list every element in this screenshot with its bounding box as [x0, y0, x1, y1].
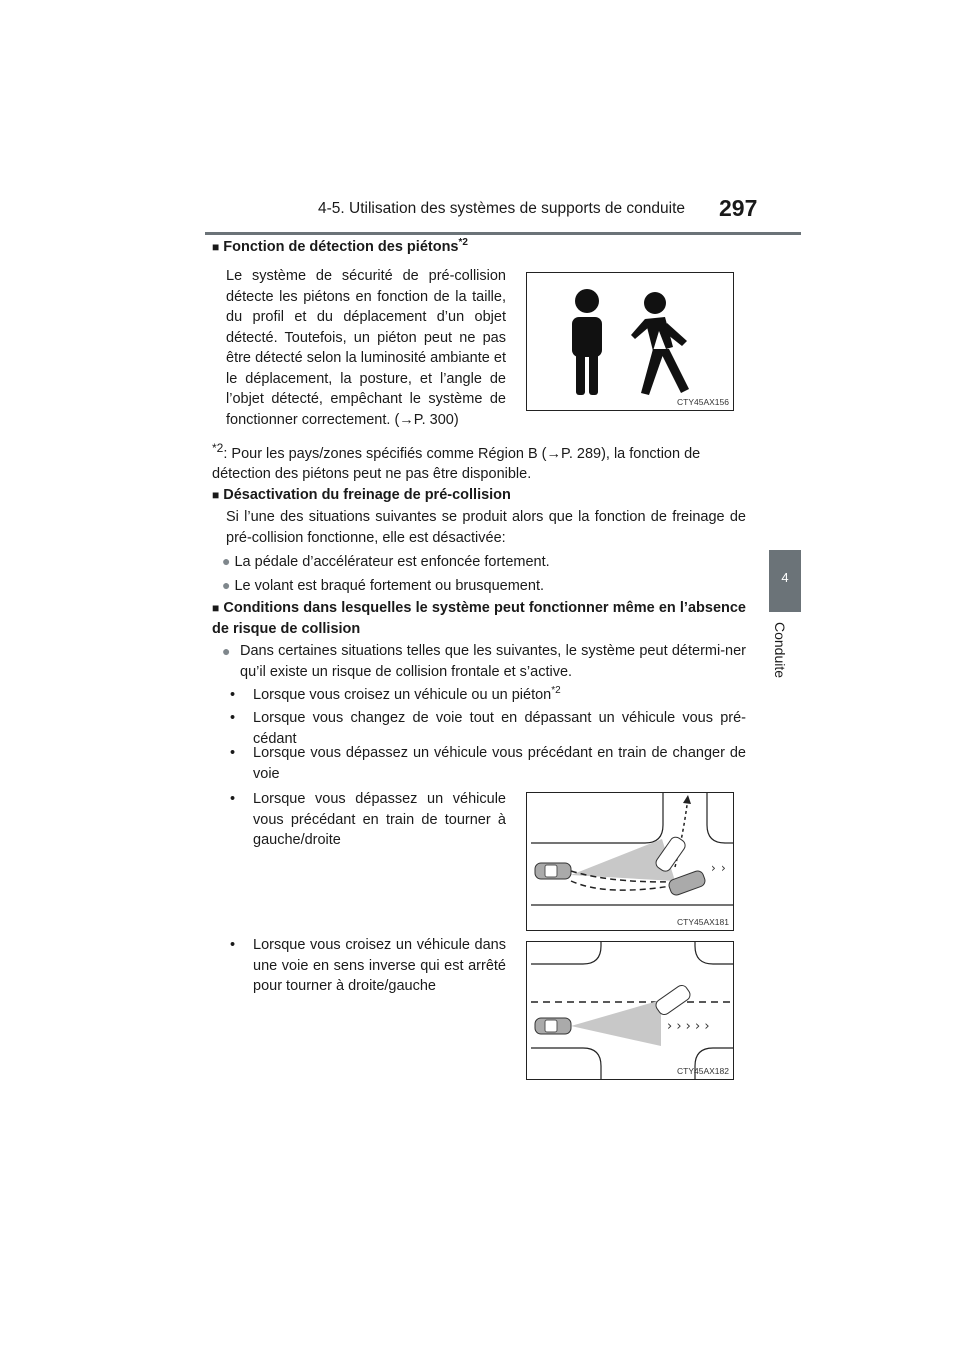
pedestrians-icon: [527, 273, 733, 410]
chapter-number: 4: [781, 570, 789, 585]
overtaking-turning-diagram: [527, 793, 733, 930]
dot-marker: •: [230, 937, 236, 953]
footnote-marker: *2: [212, 441, 224, 455]
pedestrian-heading: ■ Fonction de détection des piétons$^{*2}$: [212, 237, 468, 255]
dot-marker: •: [230, 791, 236, 807]
figure-code: CTY45AX156: [677, 397, 729, 407]
page-number: 297: [719, 195, 758, 221]
figure-code: CTY45AX181: [677, 917, 729, 927]
conditions-item: Lorsque vous dépassez un véhicule vous précédant en train de changer de voie: [253, 745, 746, 782]
footnote-marker: *2: [458, 237, 468, 249]
conditions-heading: ■ Conditions dans lesquelles le système peut fonctionner même en l’absence de risque de collision: [212, 600, 746, 637]
oncoming-turning-figure: [526, 941, 734, 1080]
footnote-marker: *2: [551, 685, 561, 697]
list-item: [230, 708, 235, 729]
oncoming-turning-diagram: [527, 942, 733, 1079]
circle-bullet-icon: ●: [222, 553, 231, 569]
overtaking-turning-figure: [526, 792, 734, 931]
square-bullet-icon: ■: [212, 240, 220, 254]
pedestrian-body: Le système de sécurité de pré-collision détecte les piétons en fonction de la taille, du profil et du déplacement d’un objet détecté. Toutefois, un piéton peut ne pas être détecté selon la luminosité ambiante et le déplacement, la posture, et l’angle de l’objet détecté, empêchant le système de fonctionner correctement. (→P. 300): [226, 268, 506, 428]
svg-text:›: ›: [721, 861, 726, 875]
pedestrian-figure: [526, 272, 734, 411]
svg-text:› › › › ›: › › › › ›: [667, 1019, 710, 1034]
square-bullet-icon: ■: [212, 488, 220, 502]
dot-marker: •: [230, 710, 236, 726]
dot-marker: •: [230, 687, 236, 703]
deactivation-body: Si l’une des situations suivantes se produit alors que la fonction de freinage de pré-collision fonctionne, elle est désactivée:: [226, 509, 746, 546]
list-item: ● La pédale d’accélérateur est enfoncée fortement.: [222, 553, 550, 570]
dot-marker: •: [230, 745, 236, 761]
list-item: [230, 685, 235, 706]
list-item: [230, 935, 235, 956]
section-title: 4-5. Utilisation des systèmes de supports de conduite: [318, 200, 686, 217]
conditions-item: Lorsque vous dépassez un véhicule vous précédant en train de tourner à gauche/droite: [253, 791, 506, 848]
conditions-item: Lorsque vous changez de voie tout en dépassant un véhicule vous pré-cédant: [253, 710, 746, 747]
circle-bullet-icon: ●: [222, 643, 231, 659]
list-item: ● Le volant est braqué fortement ou brusquement.: [222, 577, 544, 594]
list-item: [230, 789, 235, 810]
figure-code: CTY45AX182: [677, 1066, 729, 1076]
square-bullet-icon: ■: [212, 601, 220, 615]
circle-bullet-icon: ●: [222, 577, 231, 593]
svg-text:›: ›: [711, 861, 716, 875]
footnote: $^{*2}$: Pour les pays/zones spécifiés comme Région B (→P. 289), la fonction de détection des piétons peut ne pas être disponible.: [212, 441, 701, 483]
chapter-label: Conduite: [772, 622, 788, 679]
conditions-item: Lorsque vous croisez un véhicule dans une voie en sens inverse qui est arrêté pour tourner à droite/gauche: [253, 937, 506, 994]
header-divider: [205, 232, 801, 235]
list-item: [230, 743, 235, 764]
conditions-item: Lorsque vous croisez un véhicule ou un piéton$^{*2}$: [253, 685, 561, 703]
deactivation-heading: ■ Désactivation du freinage de pré-collision: [212, 487, 511, 503]
conditions-intro: Dans certaines situations telles que les suivantes, le système peut détermi-ner qu’il existe un risque de collision frontale et s’active.: [240, 643, 746, 680]
